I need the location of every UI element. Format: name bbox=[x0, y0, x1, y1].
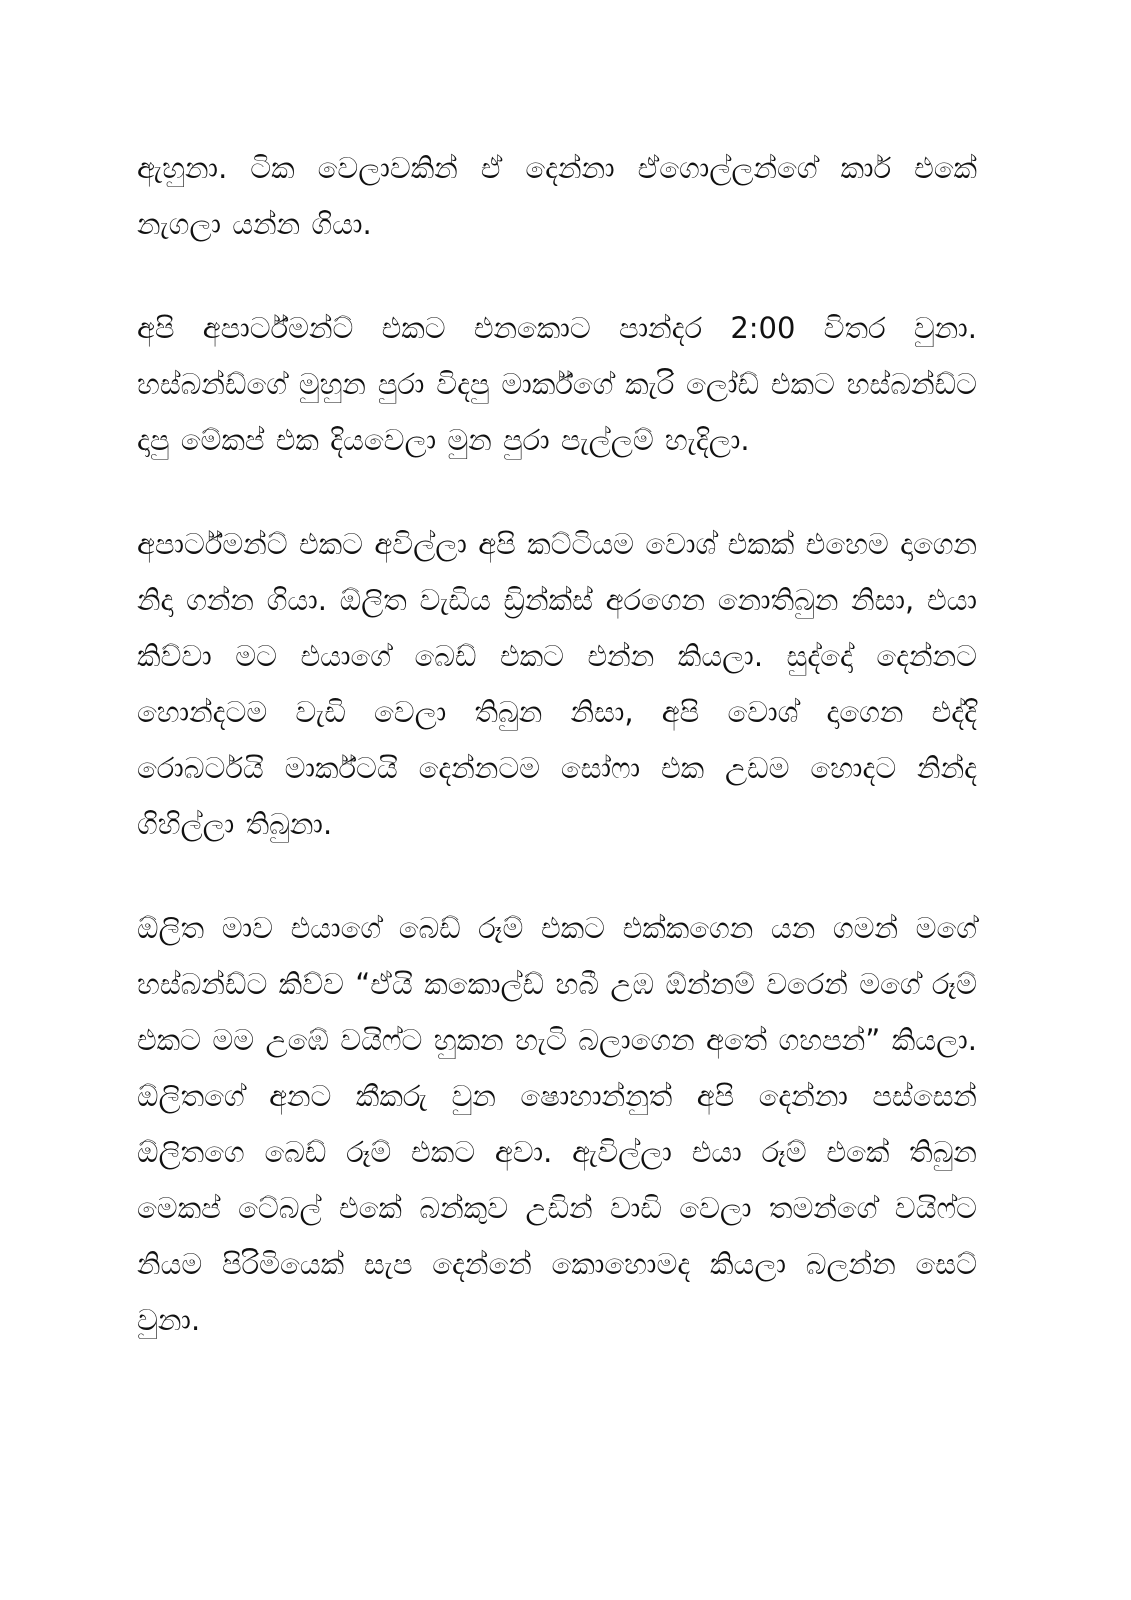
paragraph-3: අපාර්ට්මන්ට් එකට අවිල්ලා අපි කට්ටියම වොශ් එකක් එහෙම දාගෙන නිදා ගන්න ගියා. ඕලිත වැඩිය ඩ්‍රින්ක්ස් අරගෙන නොතිබුන නිසා, එයා කිව්වා මට එයාගේ බෙඩ් එකට එන්න කියලා. සුද්දෝ දෙන්නට හොන්දටම වැඩි වෙලා තිබුන නිසා, අපි වොශ් දාගෙන එද්දි රොබර්ටයි මාර්ක්ටයි දෙන්නටම සෝෆා එක උඩම හොදට නින්ද ගිහිල්ලා තිබුනා. bbox=[137, 527, 977, 841]
paragraph-2: අපි අපාර්ට්මන්ට් එකට එනකොට පාන්දර 2:00 විතර වුනා. හස්බන්ඩ්ගේ මුහුන පුරා විදපු මාර්ක්ගේ කැරි ලෝඩ් එකට හස්බන්ඩ්ට දාපු මේකප් එක දියවෙලා මුන පුරා පැල්ලම් හැදිලා. bbox=[137, 311, 977, 457]
paragraph-4: ඕලිත මාව එයාගේ බෙඩ් රූම් එකට එක්කගෙන යන ගමන් මගේ හස්බන්ඩ්ට කිව්ව “ඒයි කකොල්ඩ් හබී උඹ ඕන්නම් වරෙන් මගේ රූම් එකට මම උඹේ වයිෆ්ට හුකන හැටි බලාගෙන අතේ ගහපන්” කියලා. ඕලිතගේ අනට කීකරු වුන ෂොහාන්නුත් අපි දෙන්නා පස්සෙන් ඕලිතගෙ බෙඩ් රූම් එකට අවා. ඇවිල්ලා එයා රූම් එකේ තිබුන මෙකප් ටේබල් එකේ බන්කුව උඩින් වාඩි වෙලා තමන්ගේ වයිෆ්ට නියම පිරිමියෙක් සැප දෙන්නේ කොහොමද කියලා බලන්න සෙට් වුනා. bbox=[137, 911, 977, 1337]
paragraph-1: ඇහුනා. ටික වෙලාවකින් ඒ දෙන්නා ඒගොල්ලන්ගේ කාර් එකේ නැගලා යන්න ගියා. bbox=[137, 151, 977, 241]
document-body bbox=[137, 140, 977, 1396]
